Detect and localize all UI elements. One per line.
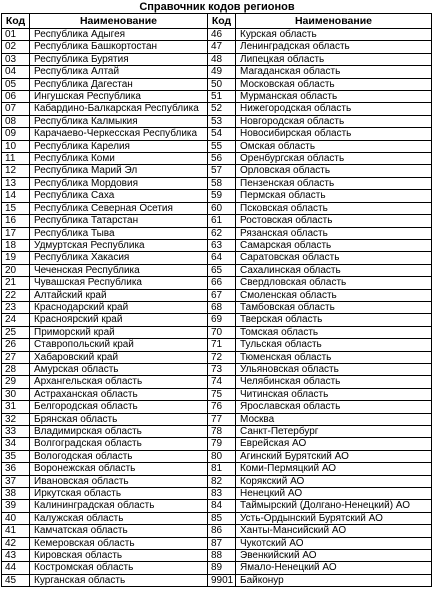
region-name-cell: Смоленская область [236,289,432,301]
region-code-cell: 08 [2,115,30,127]
region-code-cell: 77 [208,413,236,425]
region-code-cell: 74 [208,376,236,388]
table-row [2,29,432,41]
region-name-cell: Республика Дагестан [30,78,208,90]
region-code-cell: 03 [2,53,30,65]
table-header-row [2,14,432,29]
header-name-left: Наименование [30,14,208,29]
region-code-cell: 14 [2,190,30,202]
region-name-cell: Республика Северная Осетия [30,202,208,214]
region-code-cell: 79 [208,438,236,450]
table-row [2,252,432,264]
region-name-cell: Красноярский край [30,314,208,326]
region-code-cell: 37 [2,475,30,487]
region-code-cell: 63 [208,239,236,251]
region-name-cell: Чувашская Республика [30,277,208,289]
region-code-cell: 46 [208,29,236,41]
region-name-cell: Карачаево-Черкесская Республика [30,128,208,140]
table-row [2,438,432,450]
table-row [2,277,432,289]
table-row [2,413,432,425]
region-name-cell: Ненецкий АО [236,488,432,500]
region-code-cell: 75 [208,388,236,400]
table-row [2,500,432,512]
region-code-cell: 66 [208,277,236,289]
table-row [2,326,432,338]
table-row [2,339,432,351]
region-code-cell: 55 [208,140,236,152]
region-code-cell: 34 [2,438,30,450]
region-code-cell: 64 [208,252,236,264]
region-name-cell: Республика Алтай [30,66,208,78]
table-row [2,53,432,65]
region-name-cell: Саратовская область [236,252,432,264]
header-code-left: Код [2,14,30,29]
region-name-cell: Читинская область [236,388,432,400]
table-row [2,376,432,388]
region-code-cell: 07 [2,103,30,115]
region-name-cell: Оренбургская область [236,153,432,165]
region-code-cell: 22 [2,289,30,301]
region-code-cell: 83 [208,488,236,500]
region-code-cell: 53 [208,115,236,127]
region-name-cell: Ленинградская область [236,41,432,53]
region-name-cell: Ханты-Мансийский АО [236,525,432,537]
region-name-cell: Воронежская область [30,463,208,475]
table-row [2,177,432,189]
table-row [2,227,432,239]
table-row [2,512,432,524]
region-name-cell: Камчатская область [30,525,208,537]
table-row [2,202,432,214]
region-name-cell: Республика Татарстан [30,215,208,227]
region-code-cell: 81 [208,463,236,475]
region-name-cell: Челябинская область [236,376,432,388]
region-name-cell: Корякский АО [236,475,432,487]
region-code-cell: 86 [208,525,236,537]
region-name-cell: Архангельская область [30,376,208,388]
region-name-cell: Иркутская область [30,488,208,500]
region-code-cell: 72 [208,351,236,363]
region-name-cell: Пермская область [236,190,432,202]
region-name-cell: Кемеровская область [30,537,208,549]
region-code-cell: 85 [208,512,236,524]
region-name-cell: Чеченская Республика [30,264,208,276]
page-title: Справочник кодов регионов [139,1,295,13]
region-code-cell: 10 [2,140,30,152]
region-name-cell: Белгородская область [30,401,208,413]
region-code-cell: 59 [208,190,236,202]
region-code-cell: 30 [2,388,30,400]
region-code-cell: 71 [208,339,236,351]
region-code-cell: 32 [2,413,30,425]
region-name-cell: Тульская область [236,339,432,351]
region-code-cell: 25 [2,326,30,338]
region-code-cell: 57 [208,165,236,177]
region-name-cell: Приморский край [30,326,208,338]
region-name-cell: Усть-Ордынский Бурятский АО [236,512,432,524]
table-row [2,78,432,90]
region-name-cell: Псковская область [236,202,432,214]
table-row [2,463,432,475]
region-code-cell: 42 [2,537,30,549]
region-code-cell: 33 [2,426,30,438]
region-name-cell: Владимирская область [30,426,208,438]
region-code-cell: 67 [208,289,236,301]
region-name-cell: Агинский Бурятский АО [236,450,432,462]
region-name-cell: Курганская область [30,574,208,586]
table-row [2,351,432,363]
table-row [2,488,432,500]
region-code-cell: 27 [2,351,30,363]
region-name-cell: Кабардино-Балкарская Республика [30,103,208,115]
region-code-cell: 01 [2,29,30,41]
table-row [2,215,432,227]
region-code-cell: 38 [2,488,30,500]
region-name-cell: Тверская область [236,314,432,326]
table-row [2,562,432,574]
region-code-cell: 9901 [208,574,236,586]
table-row [2,115,432,127]
region-name-cell: Астраханская область [30,388,208,400]
region-name-cell: Омская область [236,140,432,152]
region-code-cell: 48 [208,53,236,65]
region-name-cell: Мурманская область [236,91,432,103]
region-name-cell: Еврейская АО [236,438,432,450]
table-row [2,128,432,140]
region-name-cell: Ярославская область [236,401,432,413]
region-name-cell: Таймырский (Долгано-Ненецкий) АО [236,500,432,512]
table-row [2,91,432,103]
region-code-cell: 44 [2,562,30,574]
region-code-cell: 20 [2,264,30,276]
region-code-cell: 21 [2,277,30,289]
region-code-cell: 69 [208,314,236,326]
region-code-cell: 04 [2,66,30,78]
region-code-cell: 58 [208,177,236,189]
region-name-cell: Курская область [236,29,432,41]
region-codes-table [1,13,432,587]
region-code-cell: 82 [208,475,236,487]
region-code-cell: 73 [208,363,236,375]
table-row [2,66,432,78]
region-name-cell: Республика Башкортостан [30,41,208,53]
table-row [2,550,432,562]
table-row [2,450,432,462]
region-code-cell: 60 [208,202,236,214]
region-name-cell: Алтайский край [30,289,208,301]
region-code-cell: 06 [2,91,30,103]
region-name-cell: Ивановская область [30,475,208,487]
table-row [2,401,432,413]
region-code-cell: 23 [2,301,30,313]
region-name-cell: Республика Адыгея [30,29,208,41]
region-code-cell: 16 [2,215,30,227]
region-name-cell: Республика Хакасия [30,252,208,264]
region-code-cell: 76 [208,401,236,413]
region-code-cell: 24 [2,314,30,326]
region-code-cell: 78 [208,426,236,438]
table-row [2,239,432,251]
region-name-cell: Коми-Пермяцкий АО [236,463,432,475]
region-name-cell: Калининградская область [30,500,208,512]
region-name-cell: Хабаровский край [30,351,208,363]
region-name-cell: Эвенкийский АО [236,550,432,562]
region-name-cell: Свердловская область [236,277,432,289]
region-code-cell: 36 [2,463,30,475]
region-code-cell: 88 [208,550,236,562]
region-name-cell: Ростовская область [236,215,432,227]
table-row [2,264,432,276]
region-name-cell: Томская область [236,326,432,338]
region-name-cell: Республика Калмыкия [30,115,208,127]
region-name-cell: Санкт-Петербург [236,426,432,438]
table-row [2,301,432,313]
region-name-cell: Московская область [236,78,432,90]
region-name-cell: Ямало-Ненецкий АО [236,562,432,574]
region-name-cell: Кировская область [30,550,208,562]
table-row [2,388,432,400]
region-code-cell: 29 [2,376,30,388]
table-row [2,475,432,487]
table-row [2,140,432,152]
region-name-cell: Тюменская область [236,351,432,363]
region-name-cell: Магаданская область [236,66,432,78]
region-code-cell: 43 [2,550,30,562]
region-code-cell: 80 [208,450,236,462]
region-name-cell: Ставропольский край [30,339,208,351]
table-row [2,525,432,537]
region-name-cell: Новгородская область [236,115,432,127]
region-code-cell: 18 [2,239,30,251]
region-name-cell: Москва [236,413,432,425]
region-name-cell: Самарская область [236,239,432,251]
region-name-cell: Байконур [236,574,432,586]
region-code-cell: 28 [2,363,30,375]
region-code-cell: 15 [2,202,30,214]
region-code-cell: 45 [2,574,30,586]
region-name-cell: Нижегородская область [236,103,432,115]
table-row [2,165,432,177]
region-name-cell: Республика Тыва [30,227,208,239]
region-name-cell: Амурская область [30,363,208,375]
region-code-cell: 49 [208,66,236,78]
region-code-cell: 13 [2,177,30,189]
region-code-cell: 68 [208,301,236,313]
region-code-cell: 89 [208,562,236,574]
table-body [2,29,432,587]
region-code-cell: 51 [208,91,236,103]
region-code-cell: 61 [208,215,236,227]
region-code-cell: 56 [208,153,236,165]
region-code-cell: 54 [208,128,236,140]
region-code-cell: 50 [208,78,236,90]
region-name-cell: Республика Саха [30,190,208,202]
region-code-cell: 87 [208,537,236,549]
region-name-cell: Липецкая область [236,53,432,65]
region-name-cell: Ингушская Республика [30,91,208,103]
region-code-cell: 26 [2,339,30,351]
table-row [2,574,432,586]
table-row [2,426,432,438]
region-code-cell: 39 [2,500,30,512]
table-row [2,190,432,202]
region-code-cell: 65 [208,264,236,276]
table-row [2,537,432,549]
region-code-cell: 47 [208,41,236,53]
region-name-cell: Тамбовская область [236,301,432,313]
region-name-cell: Рязанская область [236,227,432,239]
region-code-cell: 62 [208,227,236,239]
region-name-cell: Пензенская область [236,177,432,189]
region-name-cell: Удмуртская Республика [30,239,208,251]
table-row [2,41,432,53]
region-code-cell: 19 [2,252,30,264]
region-name-cell: Костромская область [30,562,208,574]
region-name-cell: Орловская область [236,165,432,177]
region-code-cell: 05 [2,78,30,90]
region-name-cell: Республика Карелия [30,140,208,152]
table-row [2,363,432,375]
region-code-cell: 09 [2,128,30,140]
region-code-cell: 31 [2,401,30,413]
region-code-cell: 02 [2,41,30,53]
region-name-cell: Краснодарский край [30,301,208,313]
table-row [2,289,432,301]
region-name-cell: Чукотский АО [236,537,432,549]
region-name-cell: Сахалинская область [236,264,432,276]
table-row [2,314,432,326]
region-name-cell: Волгоградская область [30,438,208,450]
region-name-cell: Новосибирская область [236,128,432,140]
region-name-cell: Ульяновская область [236,363,432,375]
region-code-cell: 35 [2,450,30,462]
region-name-cell: Калужская область [30,512,208,524]
header-name-right: Наименование [236,14,432,29]
table-row [2,103,432,115]
region-code-cell: 70 [208,326,236,338]
region-name-cell: Брянская область [30,413,208,425]
region-name-cell: Республика Марий Эл [30,165,208,177]
region-code-cell: 52 [208,103,236,115]
header-code-right: Код [208,14,236,29]
region-name-cell: Вологодская область [30,450,208,462]
region-code-cell: 41 [2,525,30,537]
region-code-cell: 40 [2,512,30,524]
region-code-cell: 12 [2,165,30,177]
region-name-cell: Республика Мордовия [30,177,208,189]
region-code-cell: 84 [208,500,236,512]
region-name-cell: Республика Коми [30,153,208,165]
region-name-cell: Республика Бурятия [30,53,208,65]
region-code-cell: 17 [2,227,30,239]
table-row [2,153,432,165]
region-code-cell: 11 [2,153,30,165]
